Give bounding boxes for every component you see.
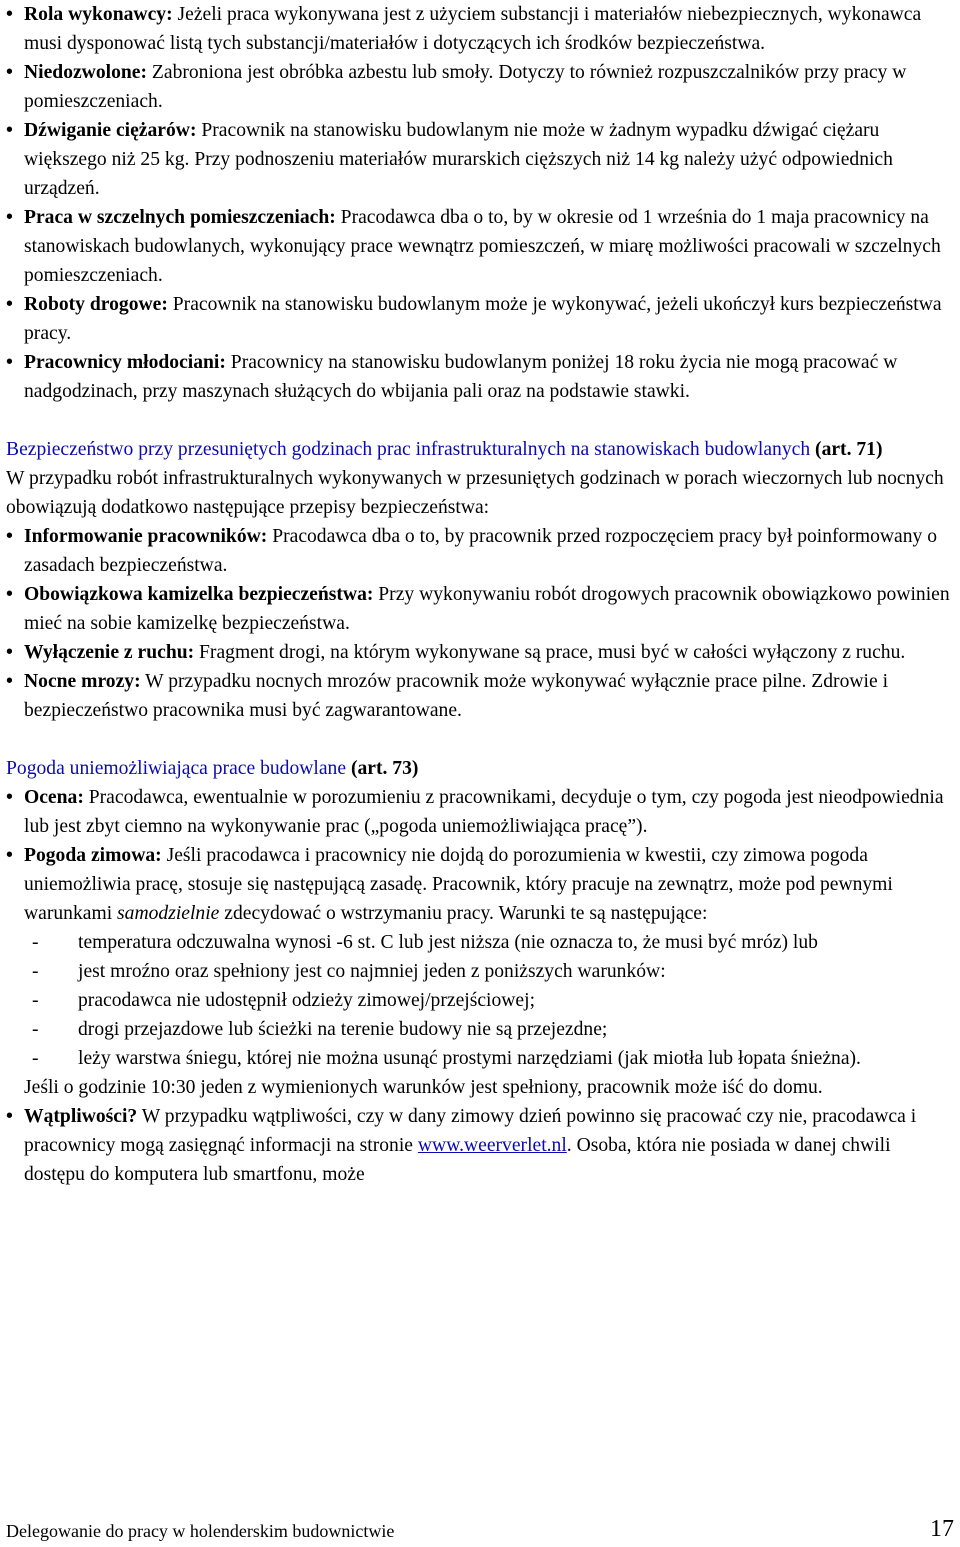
spacer — [6, 406, 956, 435]
bullet-list-shifted-hours — [6, 522, 956, 725]
bullet-marker: • — [6, 671, 13, 692]
dash-marker: - — [32, 932, 39, 953]
bullet-marker: • — [6, 1106, 13, 1127]
condition-item: - temperatura odczuwalna wynosi -6 st. C lub jest niższa (nie oznacza to, że musi być mróz) lub — [6, 928, 956, 957]
page-number: 17 — [930, 1516, 954, 1542]
list-item: • Wyłączenie z ruchu: Fragment drogi, na którym wykonywane są prace, musi być w całości wyłączony z ruchu. — [6, 638, 956, 667]
bullet-marker: • — [6, 294, 13, 315]
bullet-marker: • — [6, 584, 13, 605]
dash-marker: - — [32, 990, 39, 1011]
conditions-list — [6, 928, 956, 1073]
section-heading-weather: Pogoda uniemożliwiająca prace budowlane (art. 73) — [6, 758, 419, 779]
bullet-marker: • — [6, 352, 13, 373]
list-item: • Roboty drogowe: Pracownik na stanowisku budowlanym może je wykonywać, jeżeli ukończył kurs bezpieczeństwa pracy. — [6, 290, 956, 348]
list-item: • Dźwiganie ciężarów: Pracownik na stanowisku budowlanym nie może w żadnym wypadku dźwigać ciężaru większego niż 25 kg. Przy podnoszeniu materiałów murarskich cięższych niż 14 kg należy użyć odpowiednich urządzeń. — [6, 116, 956, 203]
bullet-marker: • — [6, 120, 13, 141]
list-item: • Rola wykonawcy: Jeżeli praca wykonywana jest z użyciem substancji i materiałów niebezpiecznych, wykonawca musi dysponować listą tych substancji/materiałów i dotyczących ich środków bezpieczeństwa. — [6, 0, 956, 58]
list-item: • Obowiązkowa kamizelka bezpieczeństwa: Przy wykonywaniu robót drogowych pracownik obowiązkowo powinien mieć na sobie kamizelkę bezpieczeństwa. — [6, 580, 956, 638]
document-page — [6, 0, 956, 1189]
after-conditions-text: Jeśli o godzinie 10:30 jeden z wymienionych warunków jest spełniony, pracownik może iść do domu. — [24, 1077, 823, 1098]
list-item: • Informowanie pracowników: Pracodawca dba o to, by pracownik przed rozpoczęciem pracy był poinformowany o zasadach bezpieczeństwa. — [6, 522, 956, 580]
weerverlet-link[interactable]: www.weerverlet.nl — [417, 1135, 567, 1156]
list-item: • Ocena: Pracodawca, ewentualnie w porozumieniu z pracownikami, decyduje o tym, czy pogoda jest nieodpowiednia lub jest zbyt ciemno na wykonywanie prac („pogoda uniemożliwiająca pracę”). — [6, 783, 956, 841]
footer-title: Delegowanie do pracy w holenderskim budownictwie — [6, 1521, 395, 1541]
condition-item: - leży warstwa śniegu, której nie można usunąć prostymi narzędziami (jak miotła lub łopata śnieżna). — [6, 1044, 956, 1073]
section-intro: W przypadku robót infrastrukturalnych wykonywanych w przesuniętych godzinach w porach wieczornych lub nocnych obowiązują dodatkowo następujące przepisy bezpieczeństwa: — [6, 468, 944, 518]
dash-marker: - — [32, 961, 39, 982]
list-item: • Niedozwolone: Zabroniona jest obróbka azbestu lub smoły. Dotyczy to również rozpuszczalników przy pracy w pomieszczeniach. — [6, 58, 956, 116]
condition-item: - drogi przejazdowe lub ścieżki na terenie budowy nie są przejezdne; — [6, 1015, 956, 1044]
bullet-marker: • — [6, 62, 13, 83]
bullet-marker: • — [6, 642, 13, 663]
bullet-marker: • — [6, 787, 13, 808]
list-item: • Pogoda zimowa: Jeśli pracodawca i pracownicy nie dojdą do porozumienia w kwestii, czy zimowa pogoda uniemożliwia pracę, stosuje się następującą zasadę. Pracownik, który pracuje na zewnątrz, może pod pewnymi warunkami samodzielnie zdecydować o wstrzymaniu pracy. Warunki te są następujące: — [6, 841, 956, 928]
list-item: • Nocne mrozy: W przypadku nocnych mrozów pracownik może wykonywać wyłącznie prace pilne. Zdrowie i bezpieczeństwo pracownika musi być zagwarantowane. — [6, 667, 956, 725]
bullet-marker: • — [6, 526, 13, 547]
list-item: • Praca w szczelnych pomieszczeniach: Pracodawca dba o to, by w okresie od 1 września do 1 maja pracownicy na stanowiskach budowlanych, wykonujący prace wewnątrz pomieszczeń, w miarę możliwości pracowali w szczelnych pomieszczeniach. — [6, 203, 956, 290]
section-heading-shifted-hours: Bezpieczeństwo przy przesuniętych godzinach prac infrastrukturalnych na stanowiskach budowlanych (art. 71) — [6, 439, 883, 460]
spacer — [6, 725, 956, 754]
condition-item: - jest mroźno oraz spełniony jest co najmniej jeden z poniższych warunków: — [6, 957, 956, 986]
list-item: • Wątpliwości? W przypadku wątpliwości, czy w dany zimowy dzień powinno się pracować czy nie, pracodawca i pracownicy mogą zasięgnąć informacji na stronie www.weerverlet.nl. Osoba, która nie posiada w danej chwili dostępu do komputera lub smartfonu, może — [6, 1102, 956, 1189]
dash-marker: - — [32, 1048, 39, 1069]
bullet-marker: • — [6, 4, 13, 25]
page-footer — [6, 1517, 954, 1547]
dash-marker: - — [32, 1019, 39, 1040]
bullet-marker: • — [6, 207, 13, 228]
list-item: • Pracownicy młodociani: Pracownicy na stanowisku budowlanym poniżej 18 roku życia nie mogą pracować w nadgodzinach, przy maszynach służących do wbijania pali oraz na podstawie stawki. — [6, 348, 956, 406]
bullet-list-safety — [6, 0, 956, 406]
condition-item: - pracodawca nie udostępnił odzieży zimowej/przejściowej; — [6, 986, 956, 1015]
bullet-marker: • — [6, 845, 13, 866]
